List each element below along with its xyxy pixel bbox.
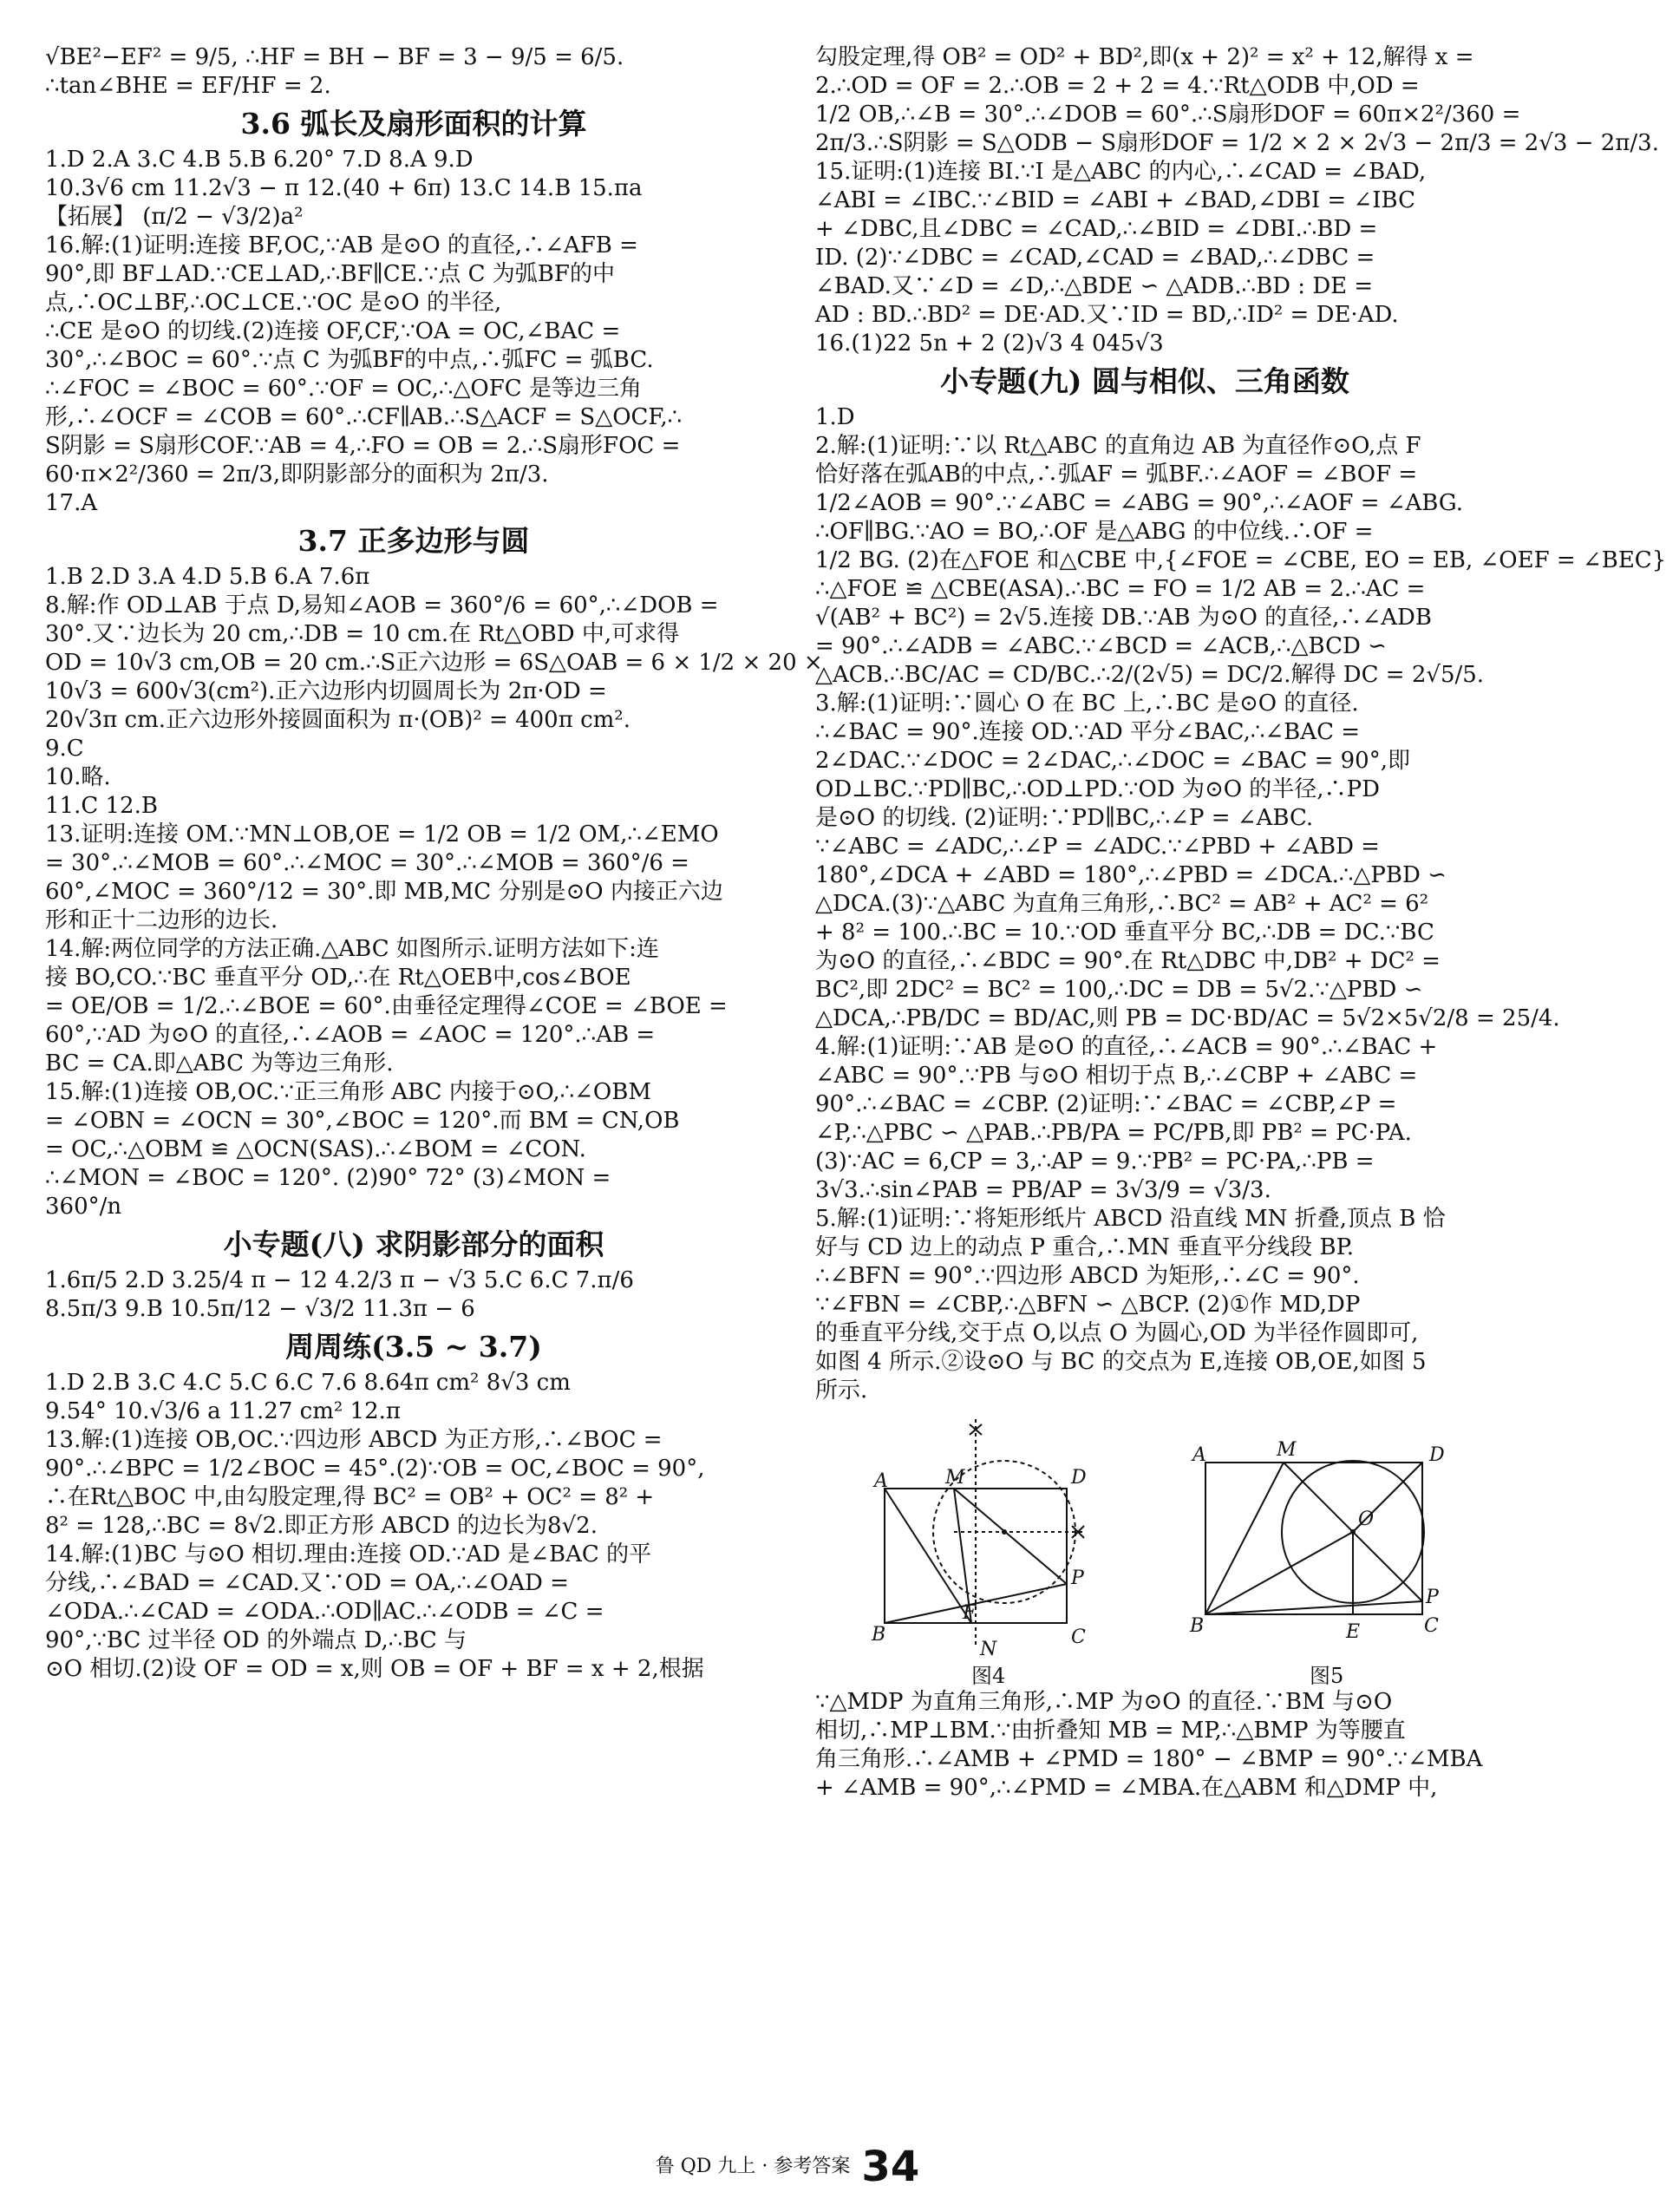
- text-line: 5.解:(1)证明:∵将矩形纸片 ABCD 沿直线 MN 折叠,顶点 B 恰: [815, 1206, 1446, 1232]
- figure-4: [850, 1410, 1145, 1662]
- text-line: 90°,即 BF⊥AD.∵CE⊥AD,∴BF∥CE.∵点 C 为弧BF的中: [45, 261, 615, 287]
- text-line: OD⊥BC.∵PD∥BC,∴OD⊥PD.∵OD 为⊙O 的半径,∴PD: [815, 776, 1380, 802]
- text-line: 1.B 2.D 3.A 4.D 5.B 6.A 7.6π: [45, 564, 370, 590]
- text-line: 1/2∠AOB = 90°.∵∠ABC = ∠ABG = 90°,∴∠AOF = ∠ABG.: [815, 490, 1464, 516]
- svg-text:E: E: [1346, 1621, 1361, 1643]
- text-line: ∠ODA.∴∠CAD = ∠ODA.∴OD∥AC.∴∠ODB = ∠C =: [45, 1599, 604, 1625]
- footer-label: 鲁 QD 九上 · 参考答案: [655, 2156, 851, 2177]
- text-line: 90°,∵BC 过半径 OD 的外端点 D,∴BC 与: [45, 1627, 467, 1653]
- text-line: 1/2 OB,∴∠B = 30°.∴∠DOB = 60°.∴S扇形DOF = 60π×2²/360 =: [815, 101, 1521, 128]
- svg-text:N: N: [980, 1639, 997, 1660]
- text-line: 14.解:(1)BC 与⊙O 相切.理由:连接 OD.∵AD 是∠BAC 的平: [45, 1541, 652, 1567]
- text-line: 10√3 = 600√3(cm²).正六边形内切圆周长为 2π·OD =: [45, 678, 607, 704]
- text-line: 60·π×2²/360 = 2π/3,即阴影部分的面积为 2π/3.: [45, 461, 549, 488]
- text-line: 【拓展】 (π/2 − √3/2)a²: [45, 204, 304, 230]
- text-line: ∴CE 是⊙O 的切线.(2)连接 OF,CF,∵OA = OC,∠BAC =: [45, 318, 621, 344]
- text-line: 10.略.: [45, 764, 111, 790]
- text-line: ∵△MDP 为直角三角形,∴MP 为⊙O 的直径.∵BM 与⊙O: [815, 1689, 1393, 1715]
- text-line: 2.∴OD = OF = 2.∴OB = 2 + 2 = 4.∵Rt△ODB 中,OD =: [815, 73, 1420, 99]
- text-line: 好与 CD 边上的动点 P 重合,∴MN 垂直平分线段 BP.: [815, 1234, 1355, 1260]
- figure-5: [1179, 1410, 1457, 1662]
- svg-text:M: M: [945, 1467, 965, 1489]
- text-line: = OC,∴△OBM ≌ △OCN(SAS).∴∠BOM = ∠CON.: [45, 1136, 586, 1162]
- text-line: = ∠OBN = ∠OCN = 30°,∠BOC = 120°.而 BM = CN,OB: [45, 1108, 680, 1134]
- right-column: [815, 43, 1666, 1803]
- text-line: 形和正十二边形的边长.: [45, 907, 278, 933]
- text-line: 90°.∴∠BPC = 1/2∠BOC = 45°.(2)∵OB = OC,∠BOC = 90°,: [45, 1456, 705, 1482]
- text-line: 9.54° 10.√3/6 a 11.27 cm² 12.π: [45, 1398, 401, 1424]
- text-line: △DCA.(3)∵△ABC 为直角三角形,∴BC² = AB² + AC² = 6²: [815, 891, 1429, 917]
- text-line: 8.解:作 OD⊥AB 于点 D,易知∠AOB = 360°/6 = 60°,∴∠DOB =: [45, 592, 719, 618]
- page-footer: [0, 2143, 1575, 2191]
- figures: [815, 1410, 1474, 1688]
- text-line: 2.解:(1)证明:∵以 Rt△ABC 的直角边 AB 为直径作⊙O,点 F: [815, 433, 1421, 459]
- text-line: 形,∴∠OCF = ∠COB = 60°.∴CF∥AB.∴S△ACF = S△OCF,∴: [45, 404, 683, 430]
- text-line: 15.解:(1)连接 OB,OC.∵正三角形 ABC 内接于⊙O,∴∠OBM: [45, 1079, 651, 1105]
- text-line: 是⊙O 的切线. (2)证明:∵PD∥BC,∴∠P = ∠ABC.: [815, 805, 1314, 831]
- left-column: [45, 43, 823, 1684]
- text-line: 接 BO,CO.∵BC 垂直平分 OD,∴在 Rt△OEB中,cos∠BOE: [45, 965, 631, 991]
- text-line: OD = 10√3 cm,OB = 20 cm.∴S正六边形 = 6S△OAB = 6 × 1/2 × 20 ×: [45, 650, 823, 676]
- text-line: 11.C 12.B: [45, 793, 158, 819]
- text-line: ∴∠MON = ∠BOC = 120°. (2)90° 72° (3)∠MON =: [45, 1165, 611, 1191]
- text-line: 所示.: [815, 1378, 868, 1404]
- text-line: 360°/n: [45, 1194, 122, 1220]
- text-line: 20√3π cm.正六边形外接圆面积为 π·(OB)² = 400π cm².: [45, 707, 630, 733]
- section-heading: 小专题(九) 圆与相似、三角函数: [940, 364, 1349, 398]
- text-line: 1.D: [815, 404, 855, 430]
- text-line: ∠BAD.又∵∠D = ∠D,∴△BDE ∽ △ADB.∴BD : DE =: [815, 273, 1374, 299]
- section-heading: 小专题(八) 求阴影部分的面积: [223, 1227, 604, 1261]
- text-line: 3√3.∴sin∠PAB = PB/AP = 3√3/9 = √3/3.: [815, 1177, 1271, 1203]
- text-line: 点,∴OC⊥BF,∴OC⊥CE.∵OC 是⊙O 的半径,: [45, 290, 502, 316]
- text-line: 14.解:两位同学的方法正确.△ABC 如图所示.证明方法如下:连: [45, 936, 659, 962]
- text-line: ∴tan∠BHE = EF/HF = 2.: [45, 73, 331, 99]
- svg-text:B: B: [872, 1624, 886, 1646]
- svg-text:A: A: [874, 1470, 888, 1492]
- text-line: S阴影 = S扇形COF.∵AB = 4,∴FO = OB = 2.∴S扇形FOC =: [45, 433, 681, 459]
- text-line: 相切,∴MP⊥BM.∵由折叠知 MB = MP,∴△BMP 为等腰直: [815, 1718, 1406, 1744]
- text-line: ⊙O 相切.(2)设 OF = OD = x,则 OB = OF + BF = x + 2,根据: [45, 1656, 704, 1682]
- text-line: + ∠AMB = 90°,∴∠PMD = ∠MBA.在△ABM 和△DMP 中,: [815, 1775, 1438, 1801]
- text-line: 1.D 2.A 3.C 4.B 5.B 6.20° 7.D 8.A 9.D: [45, 147, 474, 173]
- text-line: ∠ABI = ∠IBC.∵∠BID = ∠ABI + ∠BAD,∠DBI = ∠IBC: [815, 187, 1415, 213]
- svg-text:D: D: [1429, 1444, 1445, 1466]
- text-line: 3.解:(1)证明:∵圆心 O 在 BC 上,∴BC 是⊙O 的直径.: [815, 690, 1359, 717]
- text-line: 为⊙O 的直径,∴∠BDC = 90°.在 Rt△DBC 中,DB² + DC² =: [815, 948, 1441, 974]
- text-line: 恰好落在弧AB的中点,∴弧AF = 弧BF.∴∠AOF = ∠BOF =: [815, 461, 1418, 488]
- text-line: ∴在Rt△BOC 中,由勾股定理,得 BC² = OB² + OC² = 8² +: [45, 1484, 655, 1510]
- text-line: BC²,即 2DC² = BC² = 100,∴DC = DB = 5√2.∵△PBD ∽: [815, 977, 1423, 1003]
- svg-text:F: F: [963, 1602, 977, 1624]
- figure-4-caption: 图4: [971, 1664, 1006, 1688]
- text-line: 30°.又∵边长为 20 cm,∴DB = 10 cm.在 Rt△OBD 中,可求得: [45, 621, 680, 647]
- svg-text:A: A: [1192, 1444, 1206, 1466]
- text-line: 10.3√6 cm 11.2√3 − π 12.(40 + 6π) 13.C 14.B 15.πa: [45, 175, 643, 201]
- section-heading: 3.6 弧长及扇形面积的计算: [240, 107, 587, 141]
- text-line: 90°.∴∠BAC = ∠CBP. (2)证明:∵∠BAC = ∠CBP,∠P =: [815, 1091, 1397, 1117]
- svg-text:O: O: [1358, 1508, 1375, 1530]
- figure-5-caption: 图5: [1310, 1664, 1344, 1688]
- text-line: 13.解:(1)连接 OB,OC.∵四边形 ABCD 为正方形,∴∠BOC =: [45, 1427, 663, 1453]
- text-line: 分线,∴∠BAD = ∠CAD.又∵OD = OA,∴∠OAD =: [45, 1570, 569, 1596]
- svg-text:P: P: [1071, 1567, 1084, 1589]
- text-line: 勾股定理,得 OB² = OD² + BD²,即(x + 2)² = x² + 12,解得 x =: [815, 44, 1474, 70]
- text-line: 15.证明:(1)连接 BI.∵I 是△ABC 的内心,∴∠CAD = ∠BAD,: [815, 159, 1427, 185]
- text-line: 2π/3.∴S阴影 = S△ODB − S扇形DOF = 1/2 × 2 × 2√3 − 2π/3 = 2√3 − 2π/3.: [815, 130, 1659, 156]
- text-line: 2∠DAC.∵∠DOC = 2∠DAC,∴∠DOC = ∠BAC = 90°,即: [815, 748, 1410, 774]
- text-line: √BE²−EF² = 9/5, ∴HF = BH − BF = 3 − 9/5 = 6/5.: [45, 44, 624, 70]
- text-line: 1.D 2.B 3.C 4.C 5.C 6.C 7.6 8.64π cm² 8√3 cm: [45, 1370, 571, 1396]
- text-line: 60°,∵AD 为⊙O 的直径,∴∠AOB = ∠AOC = 120°.∴AB =: [45, 1022, 656, 1048]
- text-line: 16.(1)22 5n + 2 (2)√3 4 045√3: [815, 330, 1164, 357]
- text-line: + ∠DBC,且∠DBC = ∠CAD,∴∠BID = ∠DBI.∴BD =: [815, 216, 1378, 242]
- text-line: = 30°.∴∠MOB = 60°.∴∠MOC = 30°.∴∠MOB = 360°/6 =: [45, 850, 689, 876]
- svg-text:C: C: [1424, 1615, 1439, 1637]
- text-line: ∵∠ABC = ∠ADC,∴∠P = ∠ADC.∵∠PBD + ∠ABD =: [815, 834, 1380, 860]
- text-line: 4.解:(1)证明:∵AB 是⊙O 的直径,∴∠ACB = 90°.∴∠BAC +: [815, 1034, 1438, 1060]
- text-line: 如图 4 所示.②设⊙O 与 BC 的交点为 E,连接 OB,OE,如图 5: [815, 1349, 1427, 1375]
- text-line: ∴△FOE ≌ △CBE(ASA).∴BC = FO = 1/2 AB = 2.∴AC =: [815, 576, 1426, 602]
- text-line: 的垂直平分线,交于点 O,以点 O 为圆心,OD 为半径作圆即可,: [815, 1320, 1419, 1346]
- text-line: 17.A: [45, 490, 98, 516]
- text-line: ∴∠FOC = ∠BOC = 60°.∵OF = OC,∴△OFC 是等边三角: [45, 376, 642, 402]
- text-line: △ACB.∴BC/AC = CD/BC.∴2/(2√5) = DC/2.解得 DC = 2√5/5.: [815, 662, 1485, 688]
- text-line: ∴∠BFN = 90°.∵四边形 ABCD 为矩形,∴∠C = 90°.: [815, 1263, 1360, 1289]
- text-line: 16.解:(1)证明:连接 BF,OC,∵AB 是⊙O 的直径,∴∠AFB =: [45, 232, 638, 259]
- text-line: 8.5π/3 9.B 10.5π/12 − √3/2 11.3π − 6: [45, 1296, 475, 1322]
- section-heading: 3.7 正多边形与圆: [297, 524, 530, 558]
- text-line: 9.C: [45, 736, 84, 762]
- text-line: = 90°.∴∠ADB = ∠ABC.∵∠BCD = ∠ACB,∴△BCD ∽: [815, 633, 1387, 659]
- text-line: + 8² = 100.∴BC = 10.∵OD 垂直平分 BC,∴DB = DC.∵BC: [815, 919, 1434, 946]
- svg-text:B: B: [1190, 1615, 1205, 1637]
- svg-text:C: C: [1071, 1626, 1086, 1648]
- text-line: ∵∠FBN = ∠CBP,∴△BFN ∽ △BCP. (2)①作 MD,DP: [815, 1292, 1361, 1318]
- svg-text:P: P: [1426, 1587, 1439, 1608]
- text-line: ID. (2)∵∠DBC = ∠CAD,∠CAD = ∠BAD,∴∠DBC =: [815, 245, 1375, 271]
- text-line: ∠ABC = 90°.∵PB 与⊙O 相切于点 B,∴∠CBP + ∠ABC =: [815, 1063, 1418, 1089]
- text-line: 角三角形.∴∠AMB + ∠PMD = 180° − ∠BMP = 90°.∵∠MBA: [815, 1746, 1483, 1772]
- section-heading: 周周练(3.5 ~ 3.7): [285, 1330, 542, 1364]
- text-line: 30°,∴∠BOC = 60°.∵点 C 为弧BF的中点,∴弧FC = 弧BC.: [45, 347, 654, 373]
- page-number: 34: [861, 2143, 920, 2191]
- text-line: ∴∠BAC = 90°.连接 OD.∵AD 平分∠BAC,∴∠BAC =: [815, 719, 1361, 745]
- svg-text:M: M: [1277, 1439, 1297, 1461]
- text-line: 13.证明:连接 OM.∵MN⊥OB,OE = 1/2 OB = 1/2 OM,∴∠EMO: [45, 821, 719, 847]
- text-line: 8² = 128,∴BC = 8√2.即正方形 ABCD 的边长为8√2.: [45, 1513, 598, 1539]
- text-line: △DCA,∴PB/DC = BD/AC,则 PB = DC·BD/AC = 5√2×5√2/8 = 25/4.: [815, 1005, 1560, 1031]
- text-line: √(AB² + BC²) = 2√5.连接 DB.∵AB 为⊙O 的直径,∴∠ADB: [815, 605, 1432, 631]
- text-line: 180°,∠DCA + ∠ABD = 180°,∴∠PBD = ∠DCA.∴△PBD ∽: [815, 862, 1447, 888]
- text-line: = OE/OB = 1/2.∴∠BOE = 60°.由垂径定理得∠COE = ∠BOE =: [45, 993, 728, 1019]
- text-line: 1.6π/5 2.D 3.25/4 π − 12 4.2/3 π − √3 5.C 6.C 7.π/6: [45, 1267, 634, 1293]
- text-line: 60°,∠MOC = 360°/12 = 30°.即 MB,MC 分别是⊙O 内接正六边: [45, 879, 723, 905]
- text-line: 1/2 BG. (2)在△FOE 和△CBE 中,{∠FOE = ∠CBE, EO = EB, ∠OEF = ∠BEC}: [815, 547, 1666, 573]
- text-line: ∠P,∴△PBC ∽ △PAB.∴PB/PA = PC/PB,即 PB² = PC·PA.: [815, 1120, 1412, 1146]
- text-line: AD : BD.∴BD² = DE·AD.又∵ID = BD,∴ID² = DE·AD.: [815, 302, 1399, 328]
- text-line: BC = CA.即△ABC 为等边三角形.: [45, 1050, 394, 1077]
- text-line: (3)∵AC = 6,CP = 3,∴AP = 9.∵PB² = PC·PA,∴PB =: [815, 1149, 1375, 1175]
- text-line: ∴OF∥BG.∵AO = BO,∴OF 是△ABG 的中位线.∴OF =: [815, 519, 1374, 545]
- svg-text:D: D: [1071, 1467, 1087, 1489]
